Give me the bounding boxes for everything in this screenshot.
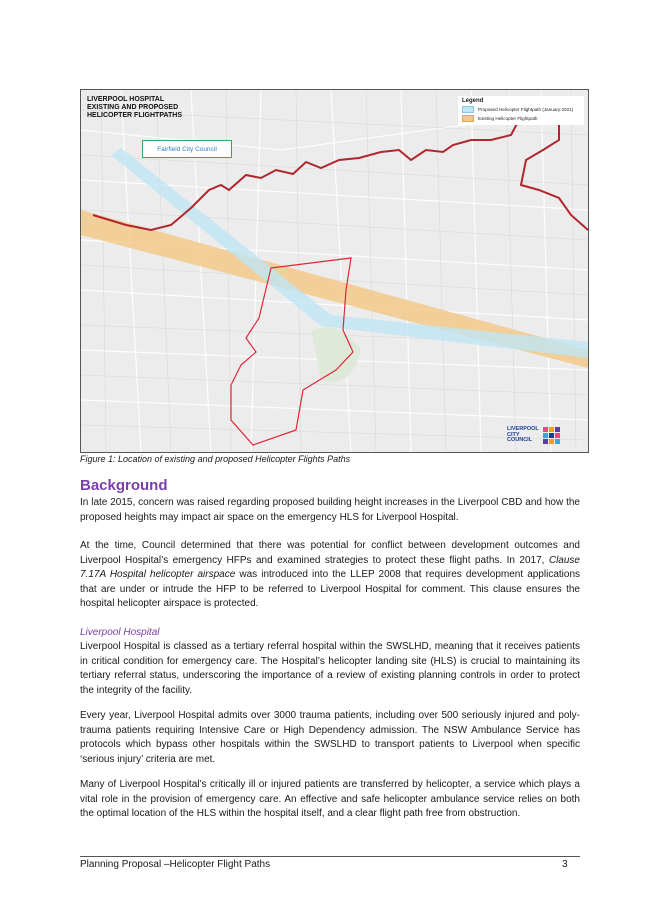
- paragraph-text: At the time, Council determined that there was potential for conflict between development outcomes and Liverpool Hospital’s emergency HFPs and examined strategies to protect these flight paths. In 2017,: [80, 540, 580, 566]
- logo-line: LIVERPOOL: [507, 426, 539, 433]
- map-title-line: HELICOPTER FLIGHTPATHS: [87, 112, 183, 119]
- footer-divider: [80, 856, 580, 857]
- paragraph-intro: In late 2015, concern was raised regarding proposed building height increases in the Liverpool CBD and how the proposed heights may impact air space on the emergency HLS for Liverpool Hospital.: [80, 497, 580, 523]
- fairfield-council-label: Fairfield City Council: [142, 140, 232, 158]
- subheading-liverpool-hospital: Liverpool Hospital: [80, 627, 160, 638]
- figure-caption: Figure 1: Location of existing and proposed Helicopter Flights Paths: [80, 454, 351, 464]
- footer-title: Planning Proposal –Helicopter Flight Paths: [80, 859, 271, 870]
- legend-swatch-proposed: [462, 106, 474, 113]
- map-title-line: EXISTING AND PROPOSED: [87, 104, 179, 111]
- paragraph-helicopter: Many of Liverpool Hospital’s critically ill or injured patients are transferred by helicopter, a service which plays a vital role in the provision of emergency care. An effective and safe helicopter ambulance service relies on both the optimal location of the HLS within the hospital itself, and a clear flight path free from obstruction.: [80, 779, 580, 819]
- legend-label: Existing Helicopter Flightpath: [478, 116, 538, 121]
- logo-line: COUNCIL: [507, 437, 533, 444]
- map-legend: [458, 96, 584, 125]
- legend-label: Proposed Helicopter Flightpath (January 2021): [478, 107, 574, 112]
- paragraph-text: was introduced into the LLEP 2008 that requires development applications that are under or intrude the HFP to be referred to Liverpool Hospital for comment. This clause ensures the hospital helicopter airspace is protected.: [80, 569, 581, 609]
- legend-title: Legend: [462, 98, 484, 104]
- paragraph-hospital: Liverpool Hospital is classed as a tertiary referral hospital within the SWSLHD, meaning that it receives patients in critical condition for emergency care. The Hospital’s helicopter landing site (HLS) is crucial to maintaining its tertiary referral status, underscoring the importance of a review of existing planning controls in order to protect the integrity of the facility.: [80, 641, 580, 696]
- logo-line: CITY: [507, 431, 520, 438]
- council-boundary: [93, 108, 588, 230]
- map-title: [87, 96, 182, 120]
- liverpool-city-council-logo: [507, 427, 560, 444]
- legend-item-existing: [462, 115, 580, 122]
- logo-text: [507, 427, 539, 444]
- logo-squares: [543, 427, 560, 444]
- page-number: 3: [562, 859, 568, 870]
- flightpath-map: [80, 89, 589, 453]
- paragraph-trauma: Every year, Liverpool Hospital admits over 3000 trauma patients, including over 500 seriously injured and poly-trauma patients requiring Intensive Care or High Dependency admission. The NSW Ambulance Service has protocols which bypass other hospitals within the SWSLHD to transport patients to Liverpool when specific ‘serious injury’ criteria are met.: [80, 710, 580, 765]
- legend-item-proposed: [462, 106, 580, 113]
- section-heading: Background: [80, 477, 168, 494]
- clause-reference: Clause 7.17A Hospital helicopter airspace: [80, 554, 580, 580]
- map-title-line: LIVERPOOL HOSPITAL: [87, 96, 165, 103]
- paragraph-clause: [80, 539, 580, 612]
- legend-swatch-existing: [462, 115, 474, 122]
